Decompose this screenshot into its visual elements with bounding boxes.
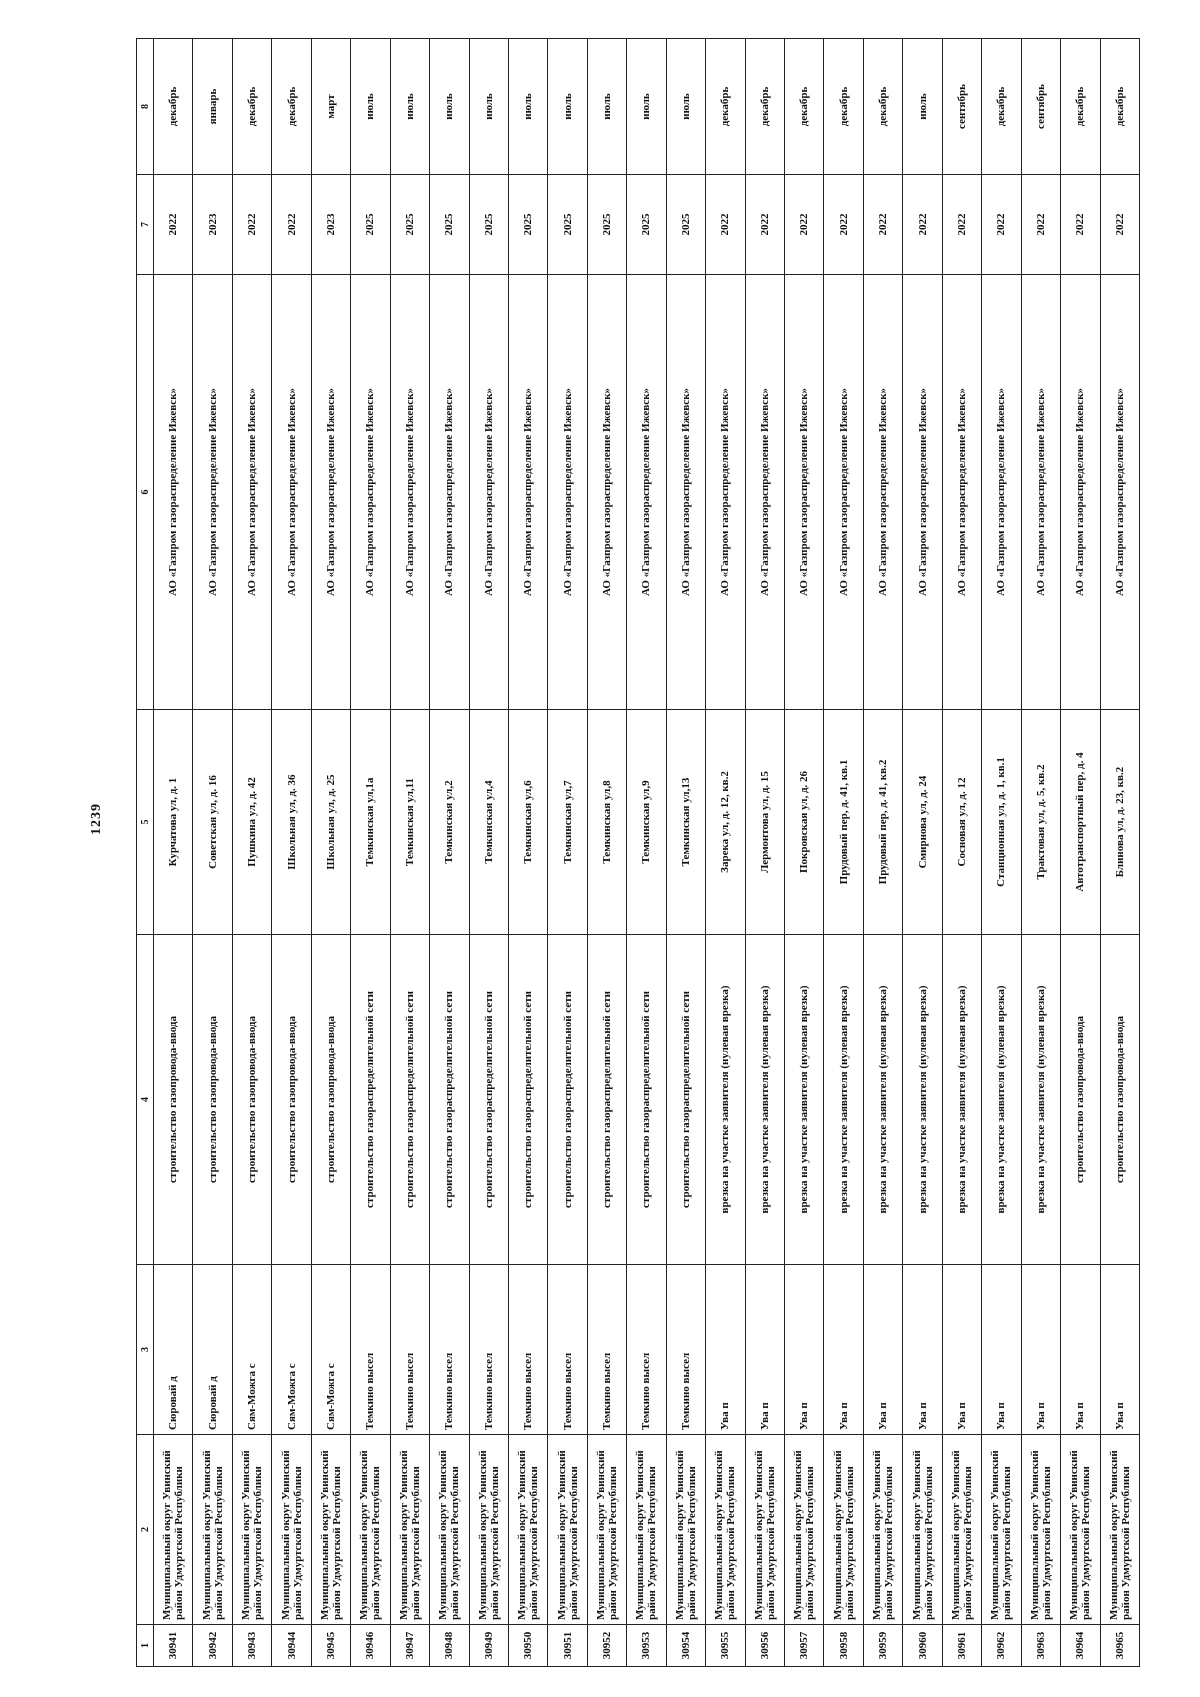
municipality-cell: Муниципальный округ Увинский район Удмуртской Республики [706,1435,745,1625]
locality-cell: Сюровай д [154,1265,193,1435]
table-row [232,39,271,1667]
month-cell: июль [627,39,666,175]
month-cell: декабрь [745,39,784,175]
year-cell: 2022 [863,175,902,275]
work-type-cell: строительство газораспределительной сети [469,935,508,1265]
work-type-cell: врезка на участке заявителя (нулевая врезка) [1021,935,1060,1265]
municipality-cell: Муниципальный округ Увинский район Удмуртской Республики [193,1435,232,1625]
work-type-cell: врезка на участке заявителя (нулевая врезка) [903,935,942,1265]
address-cell: Прудовый пер, д. 41, кв.2 [863,710,902,935]
organization-cell: АО «Газпром газораспределение Ижевск» [548,275,587,710]
row-id: 30945 [311,1625,350,1667]
organization-cell: АО «Газпром газораспределение Ижевск» [1100,275,1140,710]
locality-cell: Темкино высел [627,1265,666,1435]
month-cell: июль [508,39,547,175]
month-cell: июль [548,39,587,175]
month-cell: январь [193,39,232,175]
table-row [982,39,1021,1667]
month-cell: июль [587,39,626,175]
address-cell: Темкинская ул,4 [469,710,508,935]
organization-cell: АО «Газпром газораспределение Ижевск» [469,275,508,710]
organization-cell: АО «Газпром газораспределение Ижевск» [666,275,705,710]
work-type-cell: строительство газопровода-ввода [232,935,271,1265]
year-cell: 2022 [706,175,745,275]
work-type-cell: строительство газопровода-ввода [1100,935,1140,1265]
table-row [627,39,666,1667]
organization-cell: АО «Газпром газораспределение Ижевск» [627,275,666,710]
work-type-cell: врезка на участке заявителя (нулевая врезка) [942,935,981,1265]
organization-cell: АО «Газпром газораспределение Ижевск» [232,275,271,710]
row-id: 30964 [1061,1625,1100,1667]
year-cell: 2022 [942,175,981,275]
year-cell: 2023 [193,175,232,275]
work-type-cell: врезка на участке заявителя (нулевая врезка) [982,935,1021,1265]
table-row [745,39,784,1667]
table-row [824,39,863,1667]
row-id: 30941 [154,1625,193,1667]
row-id: 30943 [232,1625,271,1667]
organization-cell: АО «Газпром газораспределение Ижевск» [785,275,824,710]
locality-cell: Сям-Можга с [311,1265,350,1435]
year-cell: 2025 [430,175,469,275]
work-type-cell: врезка на участке заявителя (нулевая врезка) [785,935,824,1265]
table-row [193,39,232,1667]
address-cell: Покровская ул, д. 26 [785,710,824,935]
month-cell: декабрь [863,39,902,175]
work-type-cell: строительство газораспределительной сети [627,935,666,1265]
address-cell: Автотранспортный пер, д. 4 [1061,710,1100,935]
municipality-cell: Муниципальный округ Увинский район Удмуртской Республики [232,1435,271,1625]
locality-cell: Темкино высел [390,1265,429,1435]
work-type-cell: врезка на участке заявителя (нулевая врезка) [863,935,902,1265]
address-cell: Темкинская ул,11 [390,710,429,935]
work-type-cell: строительство газораспределительной сети [508,935,547,1265]
locality-cell: Ува п [745,1265,784,1435]
table-row [469,39,508,1667]
municipality-cell: Муниципальный округ Увинский район Удмуртской Республики [1100,1435,1140,1625]
address-cell: Трактовая ул, д. 5, кв.2 [1021,710,1060,935]
address-cell: Зарека ул, д. 12, кв.2 [706,710,745,935]
municipality-cell: Муниципальный округ Увинский район Удмуртской Республики [587,1435,626,1625]
address-cell: Школьная ул, д. 25 [311,710,350,935]
work-type-cell: строительство газопровода-ввода [311,935,350,1265]
locality-cell: Сям-Можга с [232,1265,271,1435]
row-id: 30949 [469,1625,508,1667]
municipality-cell: Муниципальный округ Увинский район Удмуртской Республики [745,1435,784,1625]
locality-cell: Темкино высел [508,1265,547,1435]
column-header: 7 [137,175,154,275]
month-cell: декабрь [785,39,824,175]
locality-cell: Темкино высел [351,1265,390,1435]
month-cell: июль [351,39,390,175]
table-row [903,39,942,1667]
municipality-cell: Муниципальный округ Увинский район Удмуртской Республики [548,1435,587,1625]
work-type-cell: врезка на участке заявителя (нулевая врезка) [824,935,863,1265]
row-id: 30955 [706,1625,745,1667]
municipality-cell: Муниципальный округ Увинский район Удмуртской Республики [469,1435,508,1625]
month-cell: сентябрь [942,39,981,175]
year-cell: 2023 [311,175,350,275]
year-cell: 2022 [1021,175,1060,275]
page-number: 1239 [89,803,104,835]
address-cell: Темкинская ул,13 [666,710,705,935]
organization-cell: АО «Газпром газораспределение Ижевск» [272,275,311,710]
year-cell: 2025 [587,175,626,275]
address-cell: Темкинская ул,2 [430,710,469,935]
address-cell: Пушкина ул, д. 42 [232,710,271,935]
municipality-cell: Муниципальный округ Увинский район Удмуртской Республики [430,1435,469,1625]
organization-cell: АО «Газпром газораспределение Ижевск» [903,275,942,710]
table-row [430,39,469,1667]
work-type-cell: строительство газопровода-ввода [272,935,311,1265]
month-cell: декабрь [706,39,745,175]
month-cell: сентябрь [1021,39,1060,175]
address-cell: Прудовый пер, д. 41, кв.1 [824,710,863,935]
table-row [272,39,311,1667]
year-cell: 2025 [390,175,429,275]
column-header: 5 [137,710,154,935]
row-id: 30958 [824,1625,863,1667]
municipality-cell: Муниципальный округ Увинский район Удмуртской Республики [508,1435,547,1625]
year-cell: 2022 [1100,175,1140,275]
municipality-cell: Муниципальный округ Увинский район Удмуртской Республики [154,1435,193,1625]
municipality-cell: Муниципальный округ Увинский район Удмуртской Республики [785,1435,824,1625]
locality-cell: Ува п [863,1265,902,1435]
work-type-cell: строительство газораспределительной сети [430,935,469,1265]
organization-cell: АО «Газпром газораспределение Ижевск» [1021,275,1060,710]
row-id: 30956 [745,1625,784,1667]
municipality-cell: Муниципальный округ Увинский район Удмуртской Республики [903,1435,942,1625]
locality-cell: Сюровай д [193,1265,232,1435]
table-row [785,39,824,1667]
month-cell: март [311,39,350,175]
gasification-table [136,38,1140,1667]
organization-cell: АО «Газпром газораспределение Ижевск» [587,275,626,710]
rotated-table-container [136,39,1140,1667]
locality-cell: Темкино высел [666,1265,705,1435]
municipality-cell: Муниципальный округ Увинский район Удмуртской Республики [863,1435,902,1625]
year-cell: 2022 [232,175,271,275]
column-header: 3 [137,1265,154,1435]
row-id: 30962 [982,1625,1021,1667]
table-row [508,39,547,1667]
row-id: 30963 [1021,1625,1060,1667]
month-cell: июль [903,39,942,175]
month-cell: декабрь [154,39,193,175]
column-header: 6 [137,275,154,710]
organization-cell: АО «Газпром газораспределение Ижевск» [430,275,469,710]
address-cell: Сосновая ул, д. 12 [942,710,981,935]
work-type-cell: строительство газопровода-ввода [154,935,193,1265]
locality-cell: Ува п [1021,1265,1060,1435]
column-header: 2 [137,1435,154,1625]
municipality-cell: Муниципальный округ Увинский район Удмуртской Республики [1021,1435,1060,1625]
row-id: 30947 [390,1625,429,1667]
row-id: 30957 [785,1625,824,1667]
year-cell: 2022 [903,175,942,275]
address-cell: Темкинская ул,6 [508,710,547,935]
table-row [311,39,350,1667]
month-cell: июль [469,39,508,175]
row-id: 30961 [942,1625,981,1667]
locality-cell: Темкино высел [430,1265,469,1435]
work-type-cell: врезка на участке заявителя (нулевая врезка) [706,935,745,1265]
month-cell: июль [666,39,705,175]
work-type-cell: строительство газораспределительной сети [587,935,626,1265]
municipality-cell: Муниципальный округ Увинский район Удмуртской Республики [390,1435,429,1625]
row-id: 30953 [627,1625,666,1667]
year-cell: 2022 [154,175,193,275]
organization-cell: АО «Газпром газораспределение Ижевск» [942,275,981,710]
table-row [548,39,587,1667]
address-cell: Станционная ул, д. 1, кв.1 [982,710,1021,935]
year-cell: 2022 [824,175,863,275]
column-number-header [137,39,154,1667]
address-cell: Советская ул, д. 16 [193,710,232,935]
row-id: 30952 [587,1625,626,1667]
work-type-cell: строительство газораспределительной сети [666,935,705,1265]
organization-cell: АО «Газпром газораспределение Ижевск» [824,275,863,710]
work-type-cell: строительство газопровода-ввода [1061,935,1100,1265]
row-id: 30948 [430,1625,469,1667]
organization-cell: АО «Газпром газораспределение Ижевск» [390,275,429,710]
organization-cell: АО «Газпром газораспределение Ижевск» [863,275,902,710]
locality-cell: Ува п [706,1265,745,1435]
work-type-cell: врезка на участке заявителя (нулевая врезка) [745,935,784,1265]
locality-cell: Сям-Можга с [272,1265,311,1435]
organization-cell: АО «Газпром газораспределение Ижевск» [193,275,232,710]
table-row [1061,39,1100,1667]
column-header: 1 [137,1625,154,1667]
year-cell: 2025 [666,175,705,275]
locality-cell: Темкино высел [469,1265,508,1435]
row-id: 30951 [548,1625,587,1667]
address-cell: Блинова ул, д. 23, кв.2 [1100,710,1140,935]
locality-cell: Ува п [903,1265,942,1435]
locality-cell: Ува п [785,1265,824,1435]
address-cell: Темкинская ул,9 [627,710,666,935]
table-row [706,39,745,1667]
month-cell: декабрь [1100,39,1140,175]
municipality-cell: Муниципальный округ Увинский район Удмуртской Республики [272,1435,311,1625]
table-row [587,39,626,1667]
month-cell: декабрь [232,39,271,175]
table-row [154,39,193,1667]
organization-cell: АО «Газпром газораспределение Ижевск» [706,275,745,710]
row-id: 30965 [1100,1625,1140,1667]
month-cell: июль [390,39,429,175]
month-cell: декабрь [824,39,863,175]
organization-cell: АО «Газпром газораспределение Ижевск» [351,275,390,710]
year-cell: 2022 [272,175,311,275]
municipality-cell: Муниципальный округ Увинский район Удмуртской Республики [666,1435,705,1625]
address-cell: Темкинская ул,1а [351,710,390,935]
year-cell: 2025 [508,175,547,275]
row-id: 30946 [351,1625,390,1667]
locality-cell: Темкино высел [587,1265,626,1435]
municipality-cell: Муниципальный округ Увинский район Удмуртской Республики [824,1435,863,1625]
organization-cell: АО «Газпром газораспределение Ижевск» [1061,275,1100,710]
address-cell: Лермонтова ул, д. 15 [745,710,784,935]
column-header: 8 [137,39,154,175]
row-id: 30942 [193,1625,232,1667]
table-row [351,39,390,1667]
table-row [942,39,981,1667]
month-cell: декабрь [982,39,1021,175]
locality-cell: Ува п [1061,1265,1100,1435]
address-cell: Темкинская ул,8 [587,710,626,935]
address-cell: Курчатова ул, д. 1 [154,710,193,935]
municipality-cell: Муниципальный округ Увинский район Удмуртской Республики [311,1435,350,1625]
organization-cell: АО «Газпром газораспределение Ижевск» [508,275,547,710]
table-row [863,39,902,1667]
row-id: 30959 [863,1625,902,1667]
locality-cell: Ува п [1100,1265,1140,1435]
row-id: 30944 [272,1625,311,1667]
municipality-cell: Муниципальный округ Увинский район Удмуртской Республики [982,1435,1021,1625]
locality-cell: Ува п [942,1265,981,1435]
locality-cell: Темкино высел [548,1265,587,1435]
address-cell: Смирнова ул, д. 24 [903,710,942,935]
address-cell: Школьная ул, д. 36 [272,710,311,935]
table-row [666,39,705,1667]
municipality-cell: Муниципальный округ Увинский район Удмуртской Республики [1061,1435,1100,1625]
work-type-cell: строительство газопровода-ввода [193,935,232,1265]
work-type-cell: строительство газораспределительной сети [390,935,429,1265]
organization-cell: АО «Газпром газораспределение Ижевск» [311,275,350,710]
work-type-cell: строительство газораспределительной сети [351,935,390,1265]
municipality-cell: Муниципальный округ Увинский район Удмуртской Республики [942,1435,981,1625]
address-cell: Темкинская ул,7 [548,710,587,935]
year-cell: 2022 [745,175,784,275]
locality-cell: Ува п [982,1265,1021,1435]
year-cell: 2025 [469,175,508,275]
organization-cell: АО «Газпром газораспределение Ижевск» [982,275,1021,710]
year-cell: 2022 [982,175,1021,275]
locality-cell: Ува п [824,1265,863,1435]
year-cell: 2025 [351,175,390,275]
year-cell: 2022 [785,175,824,275]
month-cell: декабрь [1061,39,1100,175]
year-cell: 2022 [1061,175,1100,275]
year-cell: 2025 [548,175,587,275]
work-type-cell: строительство газораспределительной сети [548,935,587,1265]
table-row [390,39,429,1667]
table-row [1021,39,1060,1667]
organization-cell: АО «Газпром газораспределение Ижевск» [745,275,784,710]
row-id: 30950 [508,1625,547,1667]
year-cell: 2025 [627,175,666,275]
month-cell: декабрь [272,39,311,175]
table-row [1100,39,1140,1667]
municipality-cell: Муниципальный округ Увинский район Удмуртской Республики [351,1435,390,1625]
organization-cell: АО «Газпром газораспределение Ижевск» [154,275,193,710]
row-id: 30960 [903,1625,942,1667]
month-cell: июль [430,39,469,175]
municipality-cell: Муниципальный округ Увинский район Удмуртской Республики [627,1435,666,1625]
column-header: 4 [137,935,154,1265]
row-id: 30954 [666,1625,705,1667]
